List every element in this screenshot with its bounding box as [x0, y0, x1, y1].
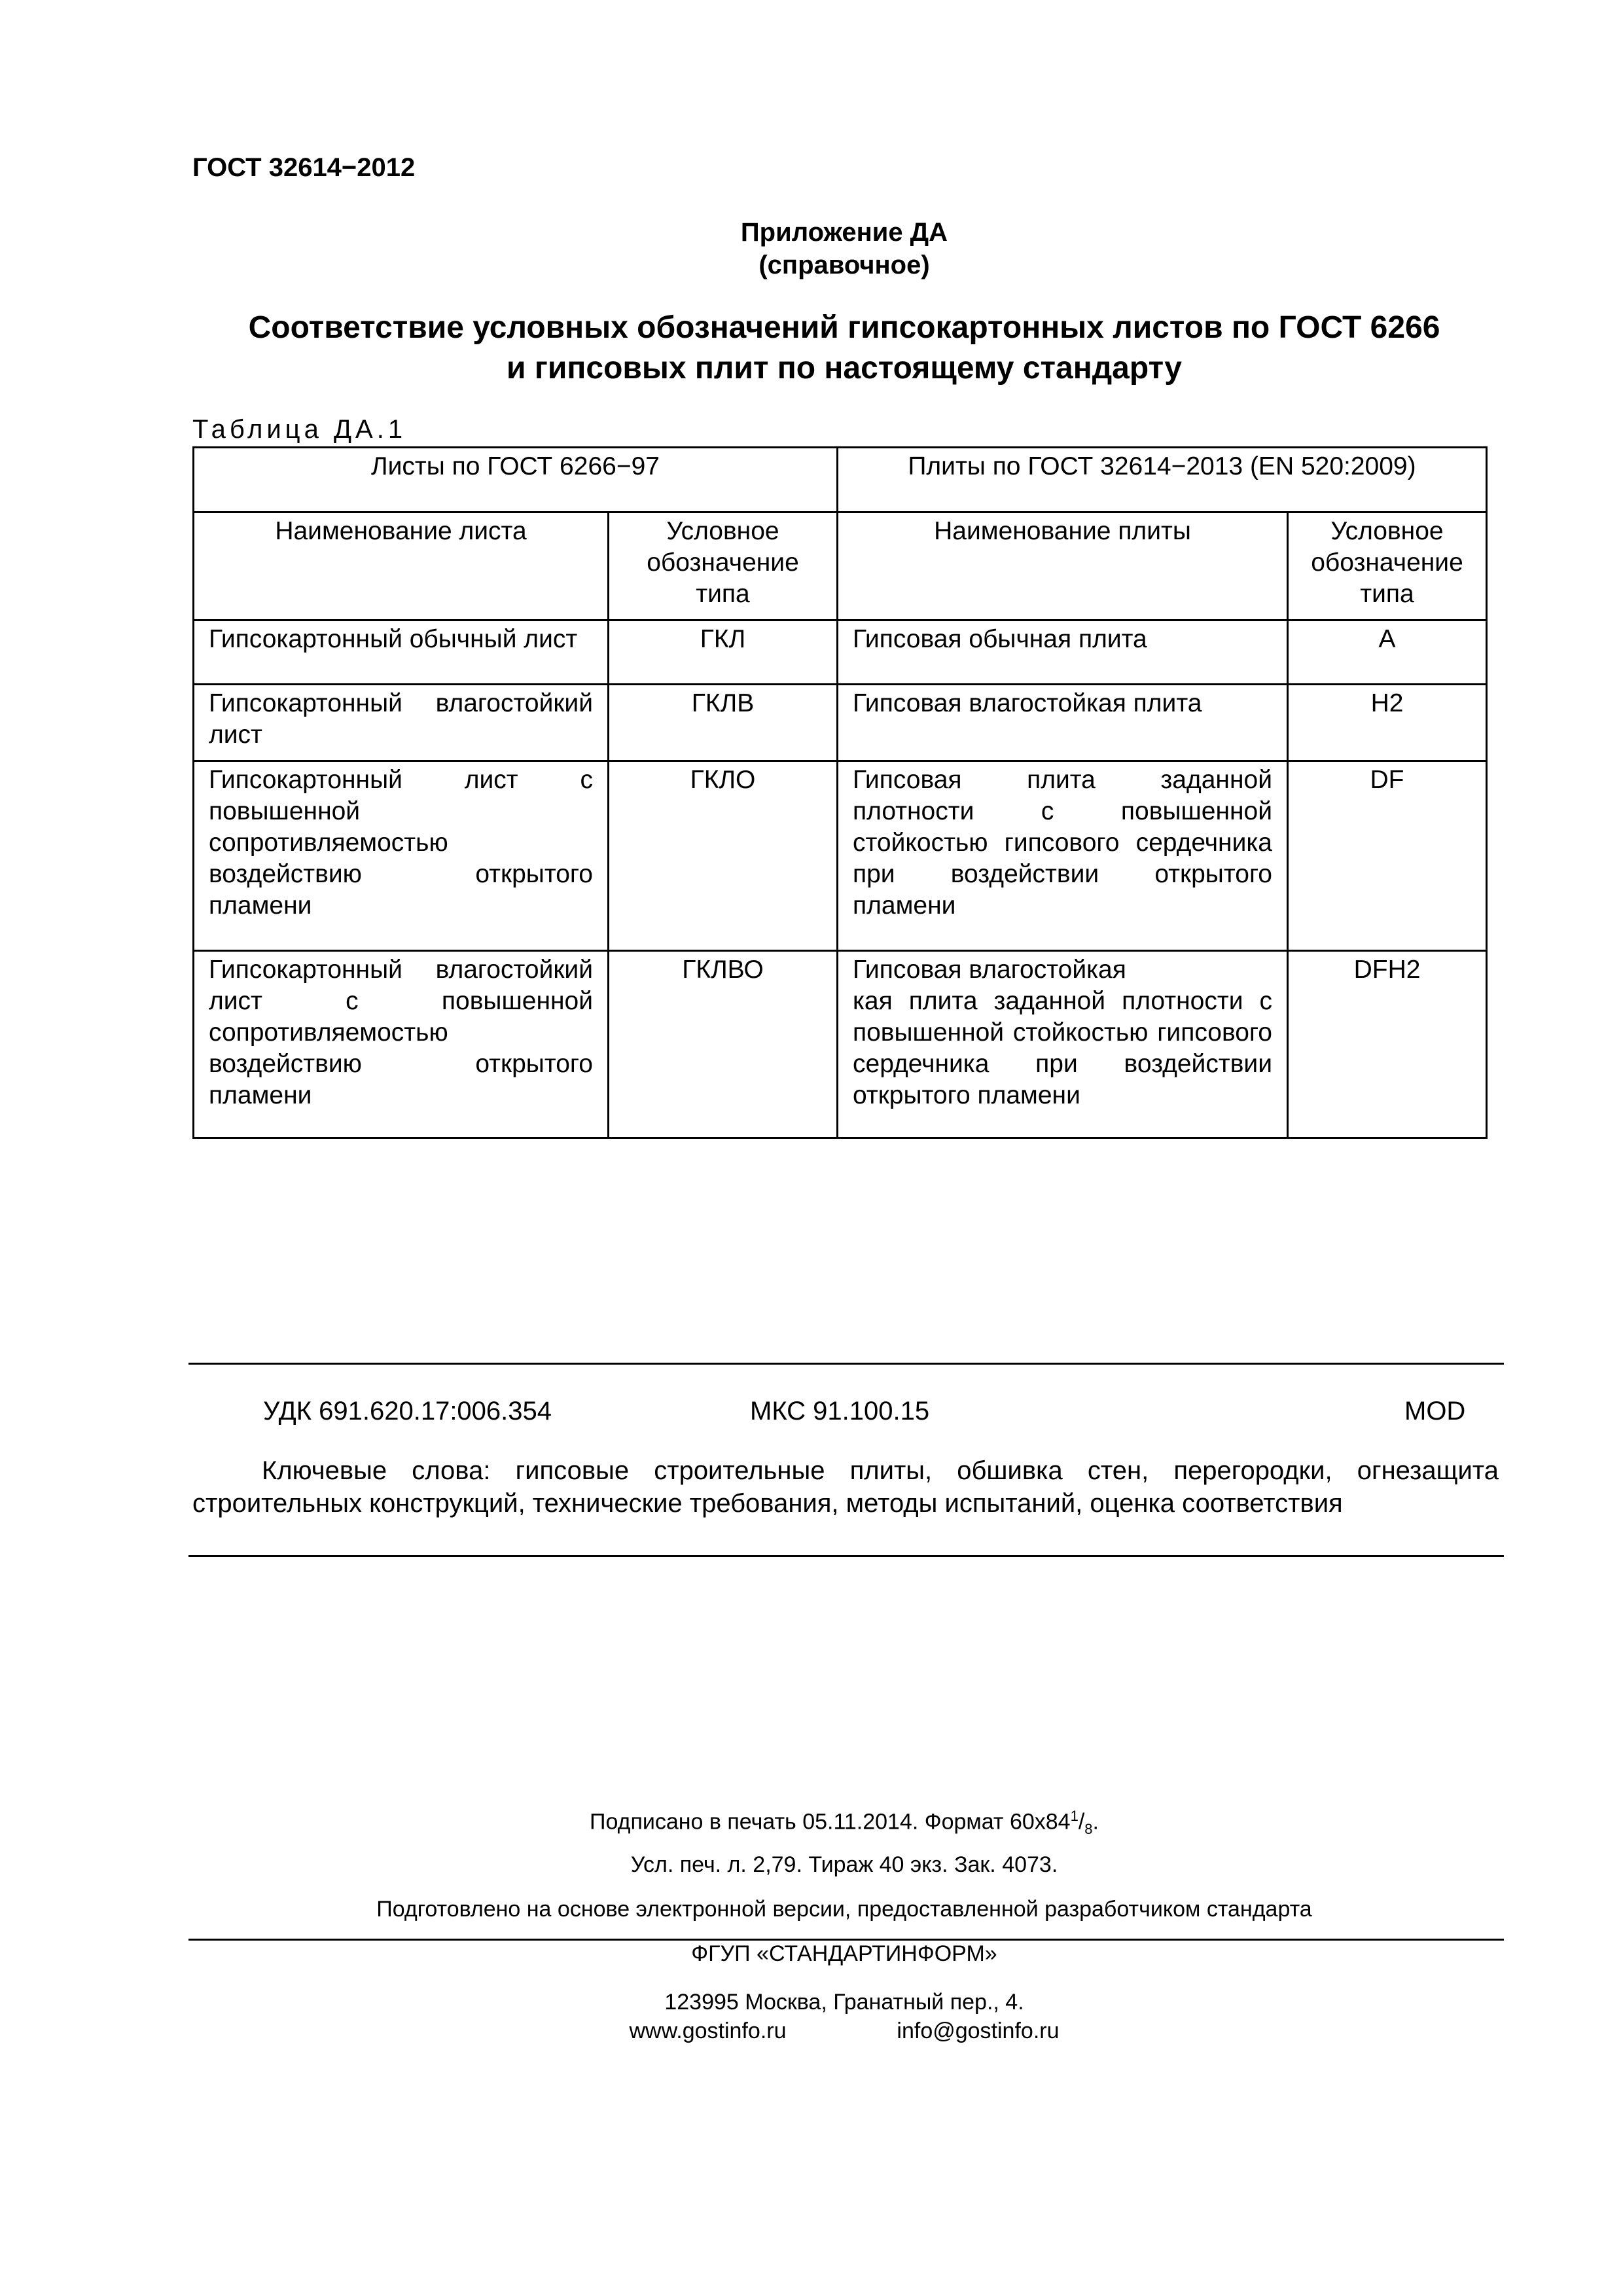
table-row: [194, 685, 1487, 761]
plate-code-cell: H2: [1288, 685, 1487, 761]
signed-for-print: Подписано в печать 05.11.2014. Формат $60х84^1/_8$.: [590, 1808, 1099, 1838]
sheet-name-cell: Гипсокартонный влагостойкий лист с повышенной сопротивляемостью воздействию открытого пламени: [194, 951, 609, 1138]
mod-marker: MOD: [1404, 1397, 1466, 1426]
sheet-code-cell: ГКЛВ: [609, 685, 838, 761]
appendix-heading: [0, 216, 1623, 281]
udk-code: УДК 691.620.17:006.354: [263, 1397, 552, 1426]
divider-bottom: [188, 1555, 1504, 1557]
appendix-title: [0, 308, 1623, 389]
appendix-title-line-1: Соответствие условных обозначений гипсокартонных листов по ГОСТ 6266: [248, 310, 1440, 345]
table-column-header-row: [194, 512, 1487, 620]
document-id-header: ГОСТ 32614−2012: [192, 153, 416, 182]
sheet-name-cell: Гипсокартонный лист с повышенной сопротивляемостью воздействию открытого пламени: [194, 761, 609, 951]
column-header-sheet-code: Условное обозначение типа: [609, 512, 838, 620]
sheet-name-cell: Гипсокартонный влагостойкий лист: [194, 685, 609, 761]
mks-code: МКС 91.100.15: [750, 1397, 930, 1426]
keywords: Ключевые слова: гипсовые строительные плиты, обшивка стен, перегородки, огнезащита строительных конструкций, технические требования, методы испытаний, оценка соответствия: [192, 1456, 1499, 1518]
table-caption: Таблица ДА.1: [192, 415, 407, 444]
website-link[interactable]: www.gostinfo.ru: [629, 2018, 787, 2043]
appendix-title-line-2: и гипсовых плит по настоящему стандарту: [507, 351, 1182, 386]
plate-name-cell: Гипсовая влагостойкая плита: [838, 685, 1288, 761]
divider-top: [188, 1363, 1504, 1365]
publisher-name: ФГУП «СТАНДАРТИНФОРМ»: [691, 1941, 997, 1966]
plate-code-cell: DF: [1288, 761, 1487, 951]
email-link[interactable]: info@gostinfo.ru: [897, 2018, 1060, 2043]
prepared-note: Подготовлено на основе электронной версии, предоставленной разработчиком стандарта: [376, 1897, 1312, 1922]
sheet-code-cell: ГКЛ: [609, 620, 838, 685]
sheet-name-cell: Гипсокартонный обычный лист: [194, 620, 609, 685]
column-header-sheet-name: Наименование листа: [194, 512, 609, 620]
plate-name-line-2: кая плита заданной плотности с повышенной стойкостью гипсового сердечника при воздействии открытого пламени: [853, 987, 1272, 1109]
group-header-plates: Плиты по ГОСТ 32614−2013 (EN 520:2009): [838, 448, 1487, 512]
group-header-sheets: Листы по ГОСТ 6266−97: [194, 448, 838, 512]
plate-name-cell: Гипсовая обычная плита: [838, 620, 1288, 685]
signed-for-print-text: Подписано в печать 05.11.2014. Формат 60х84: [590, 1809, 1071, 1835]
correspondence-table: [192, 446, 1488, 1139]
plate-code-cell: DFH2: [1288, 951, 1487, 1138]
plate-name-cell: Гипсовая плита заданной плотности с повышенной стойкостью гипсового сердечника при воздействии открытого пламени: [838, 761, 1288, 951]
print-details: Усл. печ. л. 2,79. Тираж 40 экз. Зак. 4073.: [630, 1852, 1058, 1877]
publisher-address: 123995 Москва, Гранатный пер., 4.: [664, 1990, 1024, 2015]
sheet-code-cell: ГКЛО: [609, 761, 838, 951]
appendix-name: Приложение ДА: [740, 218, 948, 247]
plate-name-line-1: Гипсовая влагостойкая: [853, 956, 1126, 984]
sheet-code-cell: ГКЛВО: [609, 951, 838, 1138]
format-numerator: 1: [1070, 1808, 1079, 1824]
table-row: [194, 951, 1487, 1138]
table-row: [194, 620, 1487, 685]
table-row: [194, 761, 1487, 951]
table-group-header-row: [194, 448, 1487, 512]
column-header-plate-code: Условное обозначение типа: [1288, 512, 1487, 620]
publisher-contacts: [0, 2018, 1623, 2044]
appendix-type: (справочное): [758, 251, 930, 279]
plate-code-cell: A: [1288, 620, 1487, 685]
plate-name-cell: [838, 951, 1288, 1138]
column-header-plate-name: Наименование плиты: [838, 512, 1288, 620]
imprint-divider: [188, 1939, 1504, 1941]
format-denominator: 8: [1084, 1821, 1093, 1838]
